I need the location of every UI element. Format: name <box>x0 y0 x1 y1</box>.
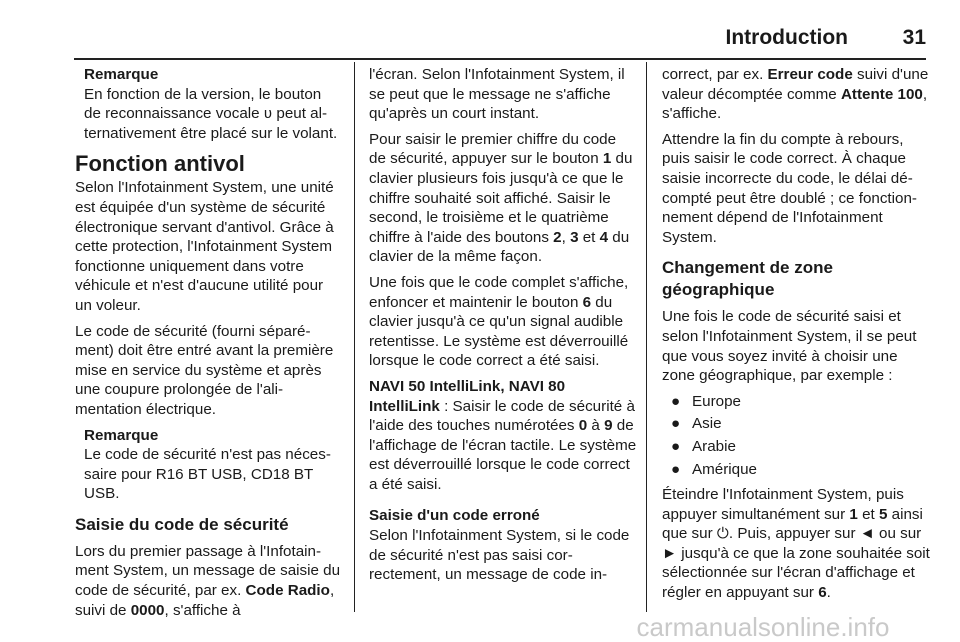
list-item-label: Amérique <box>692 460 757 478</box>
text: . <box>826 584 831 602</box>
key-label: 6 <box>818 584 827 602</box>
bullet-icon: ● <box>671 415 681 433</box>
text: . Puis, appuyer sur <box>728 525 860 543</box>
list-item-label: Arabie <box>692 437 736 455</box>
key-label: 6 <box>582 293 592 311</box>
paragraph: Une fois le code de sécurité saisi et selon l'Infotainment System, il se peut que vous soyez invité à choisir une zone géographique, par exemple : <box>662 308 917 385</box>
text: correct, par ex. <box>662 66 768 83</box>
model-label: NAVI 50 IntelliLink, NAVI 80 IntelliLink <box>369 377 566 415</box>
note-box <box>75 426 341 504</box>
text: de l'affichage de l'écran tactile. Le système est déverrouillé lorsque le code correct a été saisi. <box>369 417 637 493</box>
region-list <box>662 392 932 479</box>
list-item <box>662 392 932 412</box>
text: ainsi que sur <box>662 505 923 543</box>
paragraph: Le code de sécurité (fourni séparément) doit être entré avant la première mise en service du système et après une coupure prolongée de l'alimentation électrique. <box>75 322 334 418</box>
text: du clavier jusqu'à ce qu'un signal audible retentisse. Le système est déverrouillé lorsque le code correct a été saisi. <box>369 293 629 370</box>
text: jusqu'à ce que la zone souhaitée soit sélectionnée sur l'écran d'affichage et régler en appuyant sur <box>662 544 930 602</box>
list-item <box>662 414 932 434</box>
watermark: carmanualsonline.info <box>636 612 890 642</box>
key-label: 4 <box>599 228 609 246</box>
column-3 <box>662 65 932 609</box>
section-heading: Fonction antivol <box>75 151 245 177</box>
paragraph <box>662 485 932 603</box>
display-text: Attente 100 <box>840 85 923 103</box>
key-label: 0 <box>578 417 588 435</box>
paragraph: l'écran. Selon l'Infotainment System, il se peut que le message ne s'affiche qu'après un court instant. <box>369 66 625 123</box>
key-label: 2 <box>553 228 562 246</box>
text: : Saisir le code de sécurité à l'aide des touches numérotées <box>369 397 635 435</box>
column-divider <box>646 62 647 612</box>
note-title: Remarque <box>84 426 159 444</box>
display-text: 0000 <box>130 601 165 619</box>
page-header <box>0 26 960 56</box>
paragraph <box>369 273 637 371</box>
column-2 <box>369 65 637 591</box>
text: à <box>587 417 605 435</box>
key-label: 5 <box>878 505 888 523</box>
key-label: 9 <box>604 417 613 435</box>
paragraph <box>369 377 637 495</box>
text: et <box>857 505 879 523</box>
text: , s'affiche. <box>662 85 928 123</box>
text: suivi d'une valeur décomptée comme <box>662 66 929 103</box>
bullet-icon: ● <box>671 437 681 455</box>
note-box <box>75 65 341 143</box>
list-item-label: Asie <box>692 415 722 433</box>
power-icon: ⏻ <box>716 525 729 543</box>
paragraph: Selon l'Infotainment System, une unité est équipée d'un système de sécurité électronique servant d'antivol. Grâce à cette protection, l'Infotainment System fonctionne uniquement dans votre véhicule et n'est d'aucune utilité pour un voleur. <box>75 179 334 314</box>
header-rule <box>74 58 926 60</box>
subsection-heading: Saisie d'un code erroné <box>369 507 540 525</box>
text: ou sur <box>874 525 922 543</box>
column-1 <box>75 65 341 626</box>
subsection-heading: Saisie du code de sécurité <box>75 514 289 534</box>
list-item <box>662 437 932 457</box>
voice-recognition-icon: ʋ <box>263 105 273 123</box>
arrow-right-icon: ► <box>662 544 678 562</box>
note-text: peut alternativement être placé sur le volant. <box>84 105 338 142</box>
note-title: Remarque <box>84 66 159 83</box>
key-label: 1 <box>849 505 858 523</box>
bullet-icon: ● <box>671 392 681 410</box>
text: du clavier plusieurs fois jusqu'à ce que le chiffre souhaité soit affiché. Saisir le second, le troisième et le quatrième chiffre à l'aide des boutons <box>369 150 633 246</box>
section-title: Introduction <box>725 26 848 49</box>
text: du clavier de la même façon. <box>369 228 630 266</box>
text: et <box>578 228 600 246</box>
text: , suivi de <box>75 582 335 619</box>
bullet-icon: ● <box>671 460 681 478</box>
text: , <box>561 228 571 246</box>
list-item <box>662 460 932 480</box>
subsection-heading: Changement de zone géographique <box>662 258 833 300</box>
paragraph <box>369 130 637 267</box>
paragraph: Selon l'Infotainment System, si le code de sécurité n'est pas saisi correctement, un message de code in- <box>369 527 630 584</box>
list-item-label: Europe <box>692 392 741 410</box>
key-label: 3 <box>570 228 579 246</box>
paragraph <box>662 65 932 124</box>
display-text: Code Radio <box>245 582 330 600</box>
paragraph <box>75 542 341 620</box>
note-text: Le code de sécurité n'est pas nécessaire pour R16 BT USB, CD18 BT USB. <box>84 446 331 503</box>
column-divider <box>354 62 355 612</box>
paragraph: Attendre la fin du compte à rebours, puis saisir le code correct. À chaque saisie incorrecte du code, le délai décompté peut être doublé ; ce fonctionnement dépend de l'Infotainment System. <box>662 130 917 246</box>
text: Une fois que le code complet s'affiche, enfoncer et maintenir le bouton <box>369 273 629 311</box>
page-number: 31 <box>902 26 926 49</box>
arrow-left-icon: ◄ <box>859 525 875 543</box>
display-text: Erreur code <box>767 66 853 83</box>
text: , s'affiche à <box>164 601 241 619</box>
text: Éteindre l'Infotainment System, puis appuyer simultanément sur <box>662 486 904 523</box>
key-label: 1 <box>602 150 612 168</box>
text: Lors du premier passage à l'Infotainment System, un message de saisie du code de sécurité, par ex. <box>75 542 341 600</box>
note-text: En fonction de la version, le bouton de reconnaissance vocale <box>84 85 322 123</box>
text: Pour saisir le premier chiffre du code de sécurité, appuyer sur le bouton <box>369 130 617 168</box>
